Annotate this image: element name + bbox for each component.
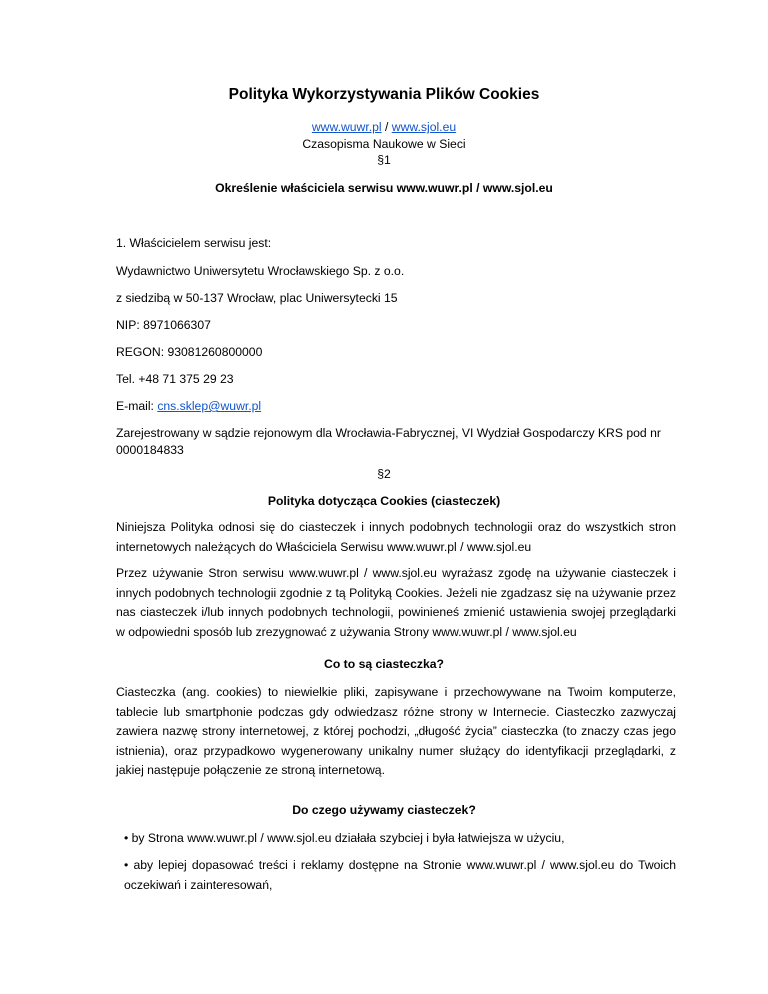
section1-mark: §1 [377,153,391,167]
registry-line2: 0000184833 [116,443,184,457]
email-link[interactable]: cns.sklep@wuwr.pl [157,399,262,413]
owner-address: z siedzibą w 50-137 Wrocław, plac Uniwersytecki 15 [116,291,398,305]
section1-heading: Określenie właściciela serwisu www.wuwr.pl / www.sjol.eu [215,181,553,195]
registry-line1: Zarejestrowany w sądzie rejonowym dla Wrocławia-Fabrycznej, VI Wydział Gospodarczy KRS pod nr [116,426,661,440]
section2-mark: §2 [377,467,391,481]
link-sjol[interactable]: www.sjol.eu [391,120,457,134]
what-heading: Co to są ciasteczka? [324,657,444,671]
owner-email [116,398,676,415]
email-label: E-mail: [116,399,158,413]
owner-intro: 1. Właścicielem serwisu jest: [116,236,272,250]
what-para: Ciasteczka (ang. cookies) to niewielkie pliki, zapisywane i przechowywane na Twoim komputerze, tablecie lub smartphonie podczas gdy odwiedzasz różne strony w Internecie. Ciasteczko zazwyczaj zawiera nazwę strony internetowej, z której pochodzi, „długość życia” ciasteczka (to znaczy czas jego istnienia), oraz przypadkowo wygenerowany unikalny numer służący do identyfikacji przeglądarki, z jakiej następuje połączenie ze stroną internetową. [116,685,676,777]
owner-registry [116,425,676,459]
section2-para2: Przez używanie Stron serwisu www.wuwr.pl / www.sjol.eu wyrażasz zgodę na używanie ciasteczek i innych podobnych technologii zgodnie z tą Polityką Cookies. Jeżeli nie zgadzasz się na używanie przez nas ciasteczek i/lub innych podobnych technologii, powinieneś zmienić ustawienia swojej przeglądarki w odpowiedni sposób lub zrezygnować z używania Strony www.wuwr.pl / www.sjol.eu [116,566,676,639]
owner-tel: Tel. +48 71 375 29 23 [116,372,234,386]
header-links [0,119,768,136]
why-bullet-1: • by Strona www.wuwr.pl / www.sjol.eu działała szybciej i była łatwiejsza w użyciu, [124,831,565,845]
page-title: Polityka Wykorzystywania Plików Cookies [228,86,540,103]
why-heading: Do czego używamy ciasteczek? [292,803,476,817]
section2-para1: Niniejsza Polityka odnosi się do ciasteczek i innych podobnych technologii oraz do wszystkich stron internetowych należących do Właściciela Serwisu www.wuwr.pl / www.sjol.eu [116,520,676,554]
link-wuwr[interactable]: www.wuwr.pl [311,120,382,134]
owner-regon: REGON: 93081260800000 [116,345,263,359]
why-bullet-2: • aby lepiej dopasować treści i reklamy dostępne na Stronie www.wuwr.pl / www.sjol.eu do Twoich oczekiwań i zainteresowań, [124,858,676,892]
section2-heading: Polityka dotycząca Cookies (ciasteczek) [267,494,501,508]
subtitle: Czasopisma Naukowe w Sieci [302,137,466,151]
owner-name: Wydawnictwo Uniwersytetu Wrocławskiego Sp. z o.o. [116,264,405,278]
link-separator: / [381,120,392,134]
owner-nip: NIP: 8971066307 [116,318,211,332]
